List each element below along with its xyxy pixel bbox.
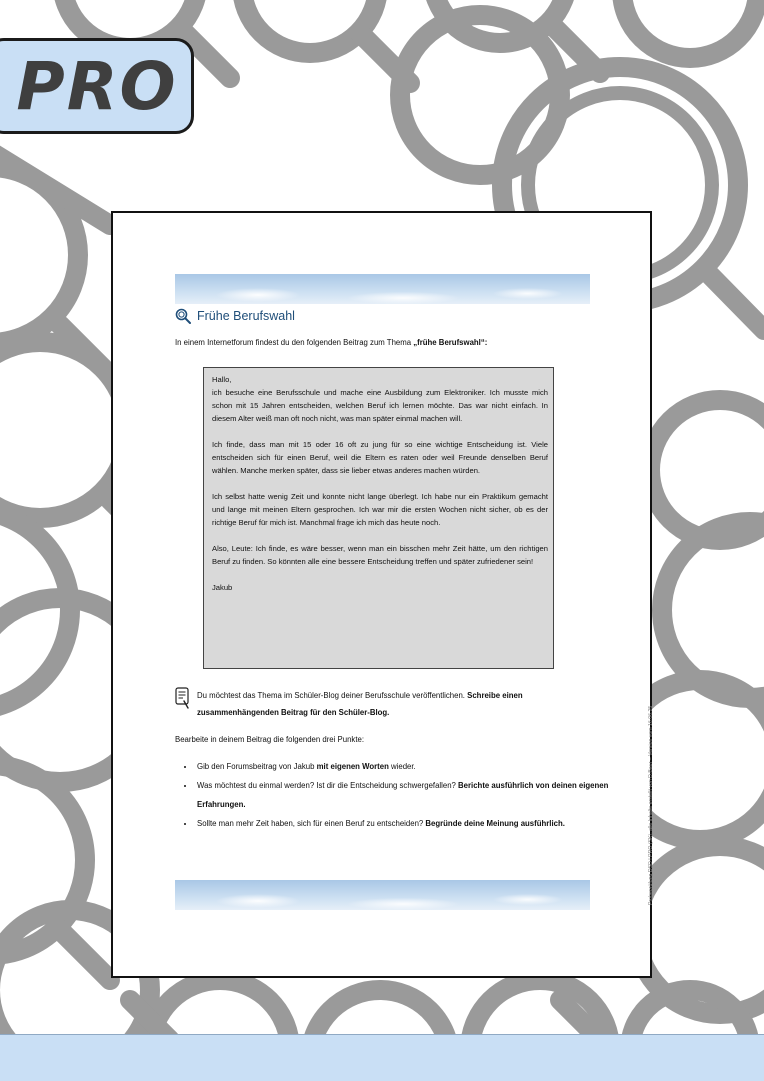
forum-post-box	[203, 367, 554, 669]
task-point-2	[195, 776, 615, 814]
intro-sentence: In einem Internetforum findest du den folgenden Beitrag zum Thema	[175, 338, 414, 347]
forum-paragraph-1: ich besuche eine Berufsschule und mache eine Ausbildung zum Elektroniker. Ich musste mich schon mit 15 Jahren entscheiden, welchen Beruf ich lernen möchte. Das war nicht einfach. In diesem Alter weiß man oft noch nicht, was man später einmal machen will.	[212, 388, 548, 423]
forum-paragraph-4: Also, Leute: Ich finde, es wäre besser, wenn man ein bisschen mehr Zeit hätte, um den richtigen Beruf zu finden. So könnten alle eine bessere Entscheidung treffen und später zufriedener sein!	[212, 544, 548, 566]
notepad-pen-icon	[175, 687, 191, 709]
forum-paragraph-3: Ich selbst hatte wenig Zeit und konnte nicht lange überlegt. Ich habe nur ein Praktikum gemacht und lange mit meinen Eltern gesprochen. Ich war mir die ersten Wochen nicht sicher, ob es der richtige Beruf für mich ist. Manchmal frage ich mich das heute noch.	[212, 492, 548, 527]
forum-paragraph-2: Ich finde, dass man mit 15 oder 16 oft zu jung für so eine wichtige Entscheidung ist. Viele entscheiden sich für einen Beruf, weil die Eltern es raten oder weil Freunde denselben Beruf wählen. Manche merken später, dass sie lieber etwas anderes machen würden.	[212, 440, 548, 475]
task-sentence: Du möchtest das Thema im Schüler-Blog deiner Berufsschule veröffentlichen.	[197, 691, 468, 700]
task-point-1-bold: mit eigenen Worten	[316, 762, 389, 771]
worksheet-title: Frühe Berufswahl	[197, 309, 295, 323]
task-point-3-bold: Begründe deine Meinung ausführlich.	[425, 819, 565, 828]
task-point-1-text: Gib den Forumsbeitrag von Jakub	[197, 762, 317, 771]
task-text	[197, 687, 595, 721]
task-points-list	[175, 757, 615, 833]
bottom-color-band	[0, 1034, 764, 1081]
task-point-2-bold: Berichte ausführlich von deinen eigenen Erfahrungen.	[197, 781, 609, 809]
task-block	[175, 687, 595, 721]
title-row	[175, 308, 295, 324]
worksheet-page	[111, 211, 652, 978]
forum-greeting: Hallo,	[212, 375, 232, 384]
intro-text	[175, 338, 595, 347]
task-point-1-after: wieder.	[388, 762, 416, 771]
pro-badge	[0, 38, 194, 134]
magnifier-icon	[175, 308, 191, 324]
sky-banner-top	[175, 274, 590, 304]
instruction-text: Bearbeite in deinem Beitrag die folgenden drei Punkte:	[175, 735, 364, 744]
sky-banner-bottom	[175, 880, 590, 910]
task-point-1	[195, 757, 615, 776]
copyright-note: Probeprüfung DSD I PRO (SK), alle Inhalte erstellt von D.Baur – Version vom 16.06.25	[648, 705, 654, 905]
pro-badge-label: PRO	[16, 47, 178, 125]
task-point-2-text: Was möchtest du einmal werden? Ist dir die Entscheidung schwergefallen?	[197, 781, 459, 790]
task-point-3	[195, 814, 615, 833]
task-point-3-text: Sollte man mehr Zeit haben, sich für einen Beruf zu entscheiden?	[197, 819, 426, 828]
forum-signature: Jakub	[212, 583, 233, 592]
intro-topic: „frühe Berufswahl“:	[413, 338, 488, 347]
task-instruction: Schreibe einen zusammenhängenden Beitrag für den Schüler-Blog.	[197, 691, 523, 717]
